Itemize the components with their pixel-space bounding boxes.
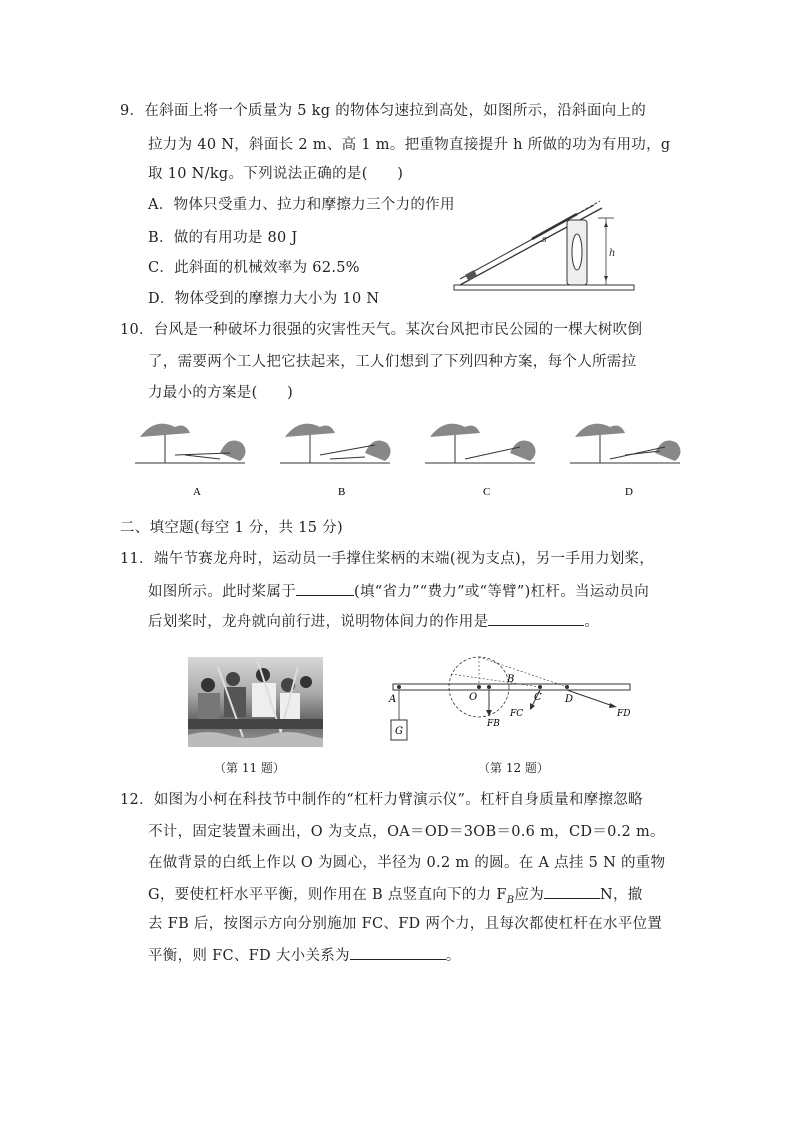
q11-blank-2[interactable]	[488, 611, 584, 626]
q12-blank-1[interactable]	[544, 884, 600, 899]
q12-line4	[148, 884, 643, 911]
lever-fb-label: FB	[487, 719, 500, 729]
tree-scheme-a	[135, 424, 246, 498]
q12-line6	[148, 945, 461, 966]
q10-line1: 10．台风是一种破坏力很强的灾害性天气。某次台风把市民公园的一棵大树吹倒	[120, 322, 643, 338]
q9-line1: 9．在斜面上将一个质量为 5 kg 的物体匀速拉到高处，如图所示，沿斜面向上的	[120, 103, 647, 119]
lever-b-label: B	[507, 674, 515, 685]
tree-scheme-b-label: B	[338, 486, 346, 498]
q9-option-a: A．物体只受重力、拉力和摩擦力三个力的作用	[148, 197, 455, 213]
tree-scheme-b	[280, 424, 391, 498]
incline-figure	[452, 190, 637, 295]
lever-c-label: C	[534, 692, 542, 703]
q9-option-c: C．此斜面的机械效率为 62.5%	[148, 260, 360, 276]
q12-line5: 去 FB 后，按图示方向分别施加 FC、FD 两个力，且每次都使杠杆在水平位置	[148, 916, 663, 932]
q11-line3	[148, 611, 599, 632]
lever-g-label: G	[395, 726, 403, 737]
q12-line3: 在做背景的白纸上作以 O 为圆心，半径为 0.2 m 的圆。在 A 点挂 5 N 的重物	[148, 855, 666, 871]
q12-caption: （第 12 题）	[478, 761, 549, 775]
tree-scheme-a-label: A	[193, 486, 201, 498]
tree-scheme-c-label: C	[483, 486, 491, 498]
q9-line2: 拉力为 40 N，斜面长 2 m、高 1 m。把重物直接提升 h 所做的功为有用功，g	[148, 137, 671, 153]
tree-scheme-c	[425, 424, 536, 498]
lever-figure	[385, 654, 640, 754]
q12-blank-2[interactable]	[350, 945, 446, 960]
q9-line3: 取 10 N/kg。下列说法正确的是( )	[148, 166, 404, 182]
q11-line1: 11．端午节赛龙舟时，运动员一手撑住桨柄的末端(视为支点)，另一手用力划桨，	[120, 551, 655, 567]
q11-line3-b: 。	[584, 614, 600, 630]
q12-line6-a: 平衡，则 FC、FD 大小关系为	[148, 948, 350, 964]
q11-blank-1[interactable]	[296, 581, 354, 596]
lever-a-label: A	[389, 694, 397, 705]
tree-schemes-figure	[135, 415, 695, 503]
incline-h-label: h	[609, 248, 616, 259]
q9-option-d: D．物体受到的摩擦力大小为 10 N	[148, 291, 380, 307]
q11-line2	[148, 581, 649, 602]
q12-line2: 不计，固定装置未画出，O 为支点，OA＝OD＝3OB＝0.6 m，CD＝0.2 m。	[148, 824, 665, 840]
q12-line4-b: 应为	[514, 887, 544, 903]
q12-line4-a: G，要使杠杆水平平衡，则作用在 B 点竖直向下的力 F	[148, 887, 507, 903]
lever-fc-label: FC	[510, 709, 524, 719]
q12-line6-b: 。	[445, 948, 461, 964]
q10-line2: 了，需要两个工人把它扶起来，工人们想到了下列四种方案，每个人所需拉	[148, 354, 637, 370]
q11-line2-b: (填“省力”“费力”或“等臂”)杠杆。当运动员向	[354, 584, 649, 600]
incline-s-label: s	[542, 235, 547, 245]
q11-line3-a: 后划桨时，龙舟就向前行进，说明物体间力的作用是	[148, 614, 489, 630]
section-fill-in-heading: 二、填空题(每空 1 分，共 15 分)	[120, 520, 343, 536]
dragon-boat-photo	[188, 657, 323, 747]
q11-caption: （第 11 题）	[214, 761, 285, 775]
lever-d-label: D	[565, 694, 574, 705]
q12-line4-c: N，撤	[600, 887, 643, 903]
lever-fd-label: FD	[617, 709, 631, 719]
q10-line3: 力最小的方案是( )	[148, 385, 294, 401]
lever-o-label: O	[469, 692, 478, 703]
q12-line4-sub: B	[506, 894, 515, 906]
tree-scheme-d	[570, 424, 681, 498]
q9-option-b: B．做的有用功是 80 J	[148, 230, 298, 246]
q12-line1: 12．如图为小柯在科技节中制作的“杠杆力臂演示仪”。杠杆自身质量和摩擦忽略	[120, 792, 643, 808]
q11-line2-a: 如图所示。此时桨属于	[148, 584, 296, 600]
tree-scheme-d-label: D	[625, 486, 633, 498]
